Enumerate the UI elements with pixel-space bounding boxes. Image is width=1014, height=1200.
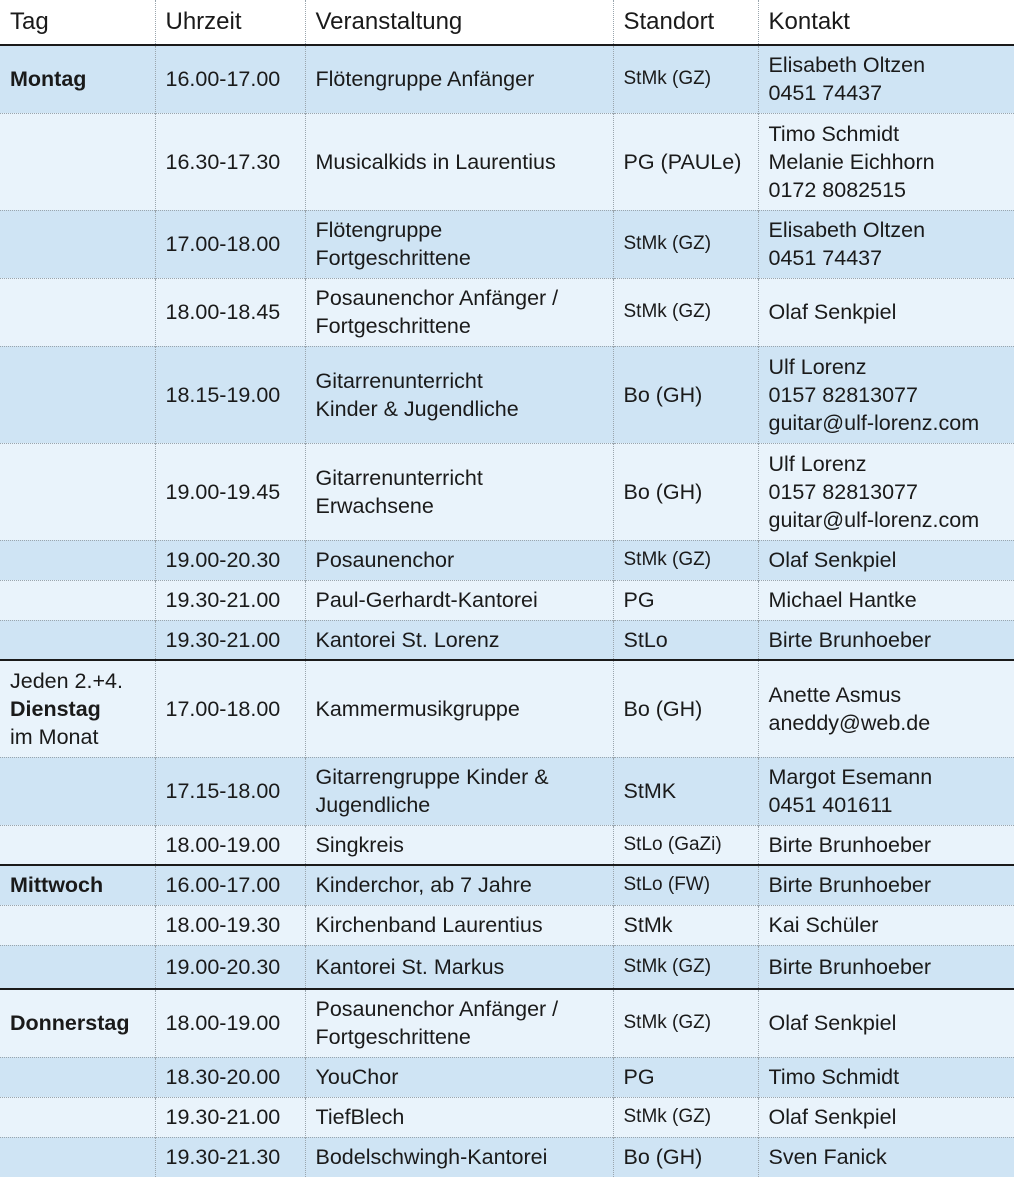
time-cell: 17.00-18.00	[155, 660, 305, 757]
table-row	[0, 113, 1014, 210]
day-cell	[0, 580, 155, 620]
event-line: Fortgeschrittene	[315, 246, 471, 270]
contact-line: Margot Esemann	[768, 765, 933, 789]
event-line: TiefBlech	[315, 1105, 405, 1129]
contact-line: Melanie Eichhorn	[768, 149, 935, 174]
contact-cell	[758, 660, 1014, 757]
event-line: Posaunenchor Anfänger /	[315, 286, 559, 310]
table-row	[0, 865, 1014, 905]
location-cell: StMk (GZ)	[613, 278, 758, 346]
contact-line: 0451 74437	[768, 81, 883, 106]
event-line: YouChor	[315, 1065, 399, 1089]
event-line: Gitarrengruppe Kinder &	[315, 765, 549, 789]
day-line: Jeden 2.+4.	[10, 668, 123, 693]
event-line: Kirchenband Laurentius	[315, 913, 543, 937]
contact-line: 0172 8082515	[768, 177, 907, 202]
event-cell	[305, 1097, 613, 1137]
event-line: Paul-Gerhardt-Kantorei	[315, 588, 538, 612]
contact-line: guitar@ulf-lorenz.com	[768, 507, 980, 532]
contact-line: Ulf Lorenz	[768, 451, 867, 476]
contact-cell	[758, 757, 1014, 825]
day-cell	[0, 825, 155, 865]
event-cell	[305, 945, 613, 989]
time-cell: 19.30-21.30	[155, 1137, 305, 1177]
contact-cell	[758, 540, 1014, 580]
event-line: Posaunenchor Anfänger /	[315, 997, 559, 1022]
day-cell	[0, 905, 155, 945]
table-row	[0, 1057, 1014, 1097]
event-line: Jugendliche	[315, 793, 431, 817]
event-cell	[305, 443, 613, 540]
event-line: Singkreis	[315, 832, 404, 857]
time-cell: 18.00-19.30	[155, 905, 305, 945]
contact-cell	[758, 989, 1014, 1057]
contact-cell	[758, 1097, 1014, 1137]
event-cell	[305, 989, 613, 1057]
location-cell: StMk (GZ)	[613, 945, 758, 989]
contact-cell	[758, 45, 1014, 113]
event-cell	[305, 580, 613, 620]
contact-line: guitar@ulf-lorenz.com	[768, 410, 980, 435]
location-cell: Bo (GH)	[613, 660, 758, 757]
day-cell	[0, 443, 155, 540]
event-cell	[305, 278, 613, 346]
event-cell	[305, 210, 613, 278]
event-cell	[305, 905, 613, 945]
location-cell: StMk (GZ)	[613, 989, 758, 1057]
event-line: Musicalkids in Laurentius	[315, 149, 556, 174]
time-cell: 19.00-19.45	[155, 443, 305, 540]
header-veranstaltung: Veranstaltung	[305, 0, 613, 45]
event-cell	[305, 825, 613, 865]
location-cell: StMk (GZ)	[613, 540, 758, 580]
contact-cell	[758, 443, 1014, 540]
location-cell: StMk (GZ)	[613, 210, 758, 278]
event-line: Kammermusikgruppe	[315, 696, 520, 721]
day-cell	[0, 1137, 155, 1177]
contact-cell	[758, 865, 1014, 905]
table-row	[0, 1137, 1014, 1177]
event-line: Kantorei St. Markus	[315, 954, 505, 979]
event-cell	[305, 113, 613, 210]
event-cell	[305, 660, 613, 757]
contact-cell	[758, 113, 1014, 210]
day-cell	[0, 1097, 155, 1137]
time-cell: 19.00-20.30	[155, 945, 305, 989]
contact-line: Olaf Senkpiel	[768, 548, 897, 572]
day-cell: Montag	[0, 45, 155, 113]
location-cell: StMK	[613, 757, 758, 825]
day-cell	[0, 278, 155, 346]
contact-line: Olaf Senkpiel	[768, 1105, 897, 1129]
time-cell: 19.30-21.00	[155, 1097, 305, 1137]
event-cell	[305, 45, 613, 113]
header-row	[0, 0, 1014, 45]
contact-cell	[758, 346, 1014, 443]
table-header	[0, 0, 1014, 45]
contact-line: Kai Schüler	[768, 913, 879, 937]
day-cell	[0, 945, 155, 989]
location-cell: PG	[613, 580, 758, 620]
day-cell	[0, 620, 155, 660]
contact-line: Anette Asmus	[768, 682, 902, 707]
contact-line: 0157 82813077	[768, 479, 918, 504]
contact-line: Sven Fanick	[768, 1145, 887, 1170]
contact-line: Michael Hantke	[768, 588, 917, 612]
day-cell	[0, 540, 155, 580]
day-cell	[0, 113, 155, 210]
contact-line: aneddy@web.de	[768, 710, 931, 735]
table-row	[0, 825, 1014, 865]
event-line: Erwachsene	[315, 493, 434, 518]
contact-line: Olaf Senkpiel	[768, 300, 897, 324]
event-line: Flötengruppe	[315, 218, 443, 242]
header-tag: Tag	[0, 0, 155, 45]
day-line: Dienstag	[10, 696, 101, 721]
location-cell: StLo	[613, 620, 758, 660]
event-line: Gitarrenunterricht	[315, 368, 483, 393]
event-line: Fortgeschrittene	[315, 314, 471, 338]
event-line: Posaunenchor	[315, 548, 455, 572]
contact-line: Birte Brunhoeber	[768, 873, 932, 898]
header-standort: Standort	[613, 0, 758, 45]
event-line: Kinderchor, ab 7 Jahre	[315, 873, 532, 898]
header-uhrzeit: Uhrzeit	[155, 0, 305, 45]
location-cell: StMk (GZ)	[613, 45, 758, 113]
contact-cell	[758, 945, 1014, 989]
day-cell: Mittwoch	[0, 865, 155, 905]
location-cell: StLo (GaZi)	[613, 825, 758, 865]
table-body	[0, 45, 1014, 1177]
contact-cell	[758, 620, 1014, 660]
contact-line: 0157 82813077	[768, 382, 918, 407]
table-row	[0, 278, 1014, 346]
event-cell	[305, 540, 613, 580]
time-cell: 18.00-18.45	[155, 278, 305, 346]
table-row	[0, 945, 1014, 989]
day-cell	[0, 346, 155, 443]
day-cell	[0, 210, 155, 278]
time-cell: 18.00-19.00	[155, 825, 305, 865]
table-row	[0, 210, 1014, 278]
location-cell: Bo (GH)	[613, 346, 758, 443]
contact-cell	[758, 580, 1014, 620]
table-row	[0, 757, 1014, 825]
time-cell: 19.30-21.00	[155, 620, 305, 660]
event-cell	[305, 1057, 613, 1097]
time-cell: 19.30-21.00	[155, 580, 305, 620]
contact-line: Birte Brunhoeber	[768, 832, 932, 857]
location-cell: Bo (GH)	[613, 1137, 758, 1177]
contact-line: 0451 401611	[768, 793, 893, 817]
contact-cell	[758, 905, 1014, 945]
event-cell	[305, 757, 613, 825]
event-cell	[305, 1137, 613, 1177]
location-cell: StMk (GZ)	[613, 1097, 758, 1137]
contact-line: Birte Brunhoeber	[768, 627, 932, 652]
time-cell: 16.00-17.00	[155, 865, 305, 905]
event-cell	[305, 620, 613, 660]
contact-line: Elisabeth Oltzen	[768, 218, 926, 242]
time-cell: 17.00-18.00	[155, 210, 305, 278]
event-line: Bodelschwingh-Kantorei	[315, 1145, 548, 1170]
day-cell	[0, 757, 155, 825]
contact-line: Timo Schmidt	[768, 1065, 900, 1089]
contact-line: Elisabeth Oltzen	[768, 53, 926, 78]
contact-cell	[758, 210, 1014, 278]
table-row	[0, 45, 1014, 113]
time-cell: 18.15-19.00	[155, 346, 305, 443]
contact-line: Olaf Senkpiel	[768, 1011, 897, 1036]
table-row	[0, 905, 1014, 945]
day-cell	[0, 660, 155, 757]
event-line: Fortgeschrittene	[315, 1025, 471, 1050]
time-cell: 16.30-17.30	[155, 113, 305, 210]
event-line: Gitarrenunterricht	[315, 465, 483, 490]
table-row	[0, 660, 1014, 757]
day-cell: Donnerstag	[0, 989, 155, 1057]
time-cell: 18.30-20.00	[155, 1057, 305, 1097]
time-cell: 17.15-18.00	[155, 757, 305, 825]
location-cell: Bo (GH)	[613, 443, 758, 540]
event-cell	[305, 346, 613, 443]
location-cell: PG (PAULe)	[613, 113, 758, 210]
table-row	[0, 620, 1014, 660]
contact-line: Ulf Lorenz	[768, 354, 867, 379]
contact-cell	[758, 825, 1014, 865]
table-row	[0, 1097, 1014, 1137]
event-line: Kinder & Jugendliche	[315, 396, 519, 421]
table-row	[0, 443, 1014, 540]
contact-line: Timo Schmidt	[768, 121, 900, 146]
location-cell: PG	[613, 1057, 758, 1097]
table-row	[0, 346, 1014, 443]
contact-cell	[758, 278, 1014, 346]
day-cell	[0, 1057, 155, 1097]
contact-line: Birte Brunhoeber	[768, 954, 932, 979]
event-line: Flötengruppe Anfänger	[315, 67, 535, 92]
day-line: im Monat	[10, 724, 99, 749]
time-cell: 16.00-17.00	[155, 45, 305, 113]
header-kontakt: Kontakt	[758, 0, 1014, 45]
table-row	[0, 540, 1014, 580]
contact-line: 0451 74437	[768, 246, 883, 270]
time-cell: 19.00-20.30	[155, 540, 305, 580]
location-cell: StLo (FW)	[613, 865, 758, 905]
event-line: Kantorei St. Lorenz	[315, 627, 500, 652]
contact-cell	[758, 1057, 1014, 1097]
table-row	[0, 580, 1014, 620]
time-cell: 18.00-19.00	[155, 989, 305, 1057]
contact-cell	[758, 1137, 1014, 1177]
event-cell	[305, 865, 613, 905]
table-row	[0, 989, 1014, 1057]
location-cell: StMk	[613, 905, 758, 945]
